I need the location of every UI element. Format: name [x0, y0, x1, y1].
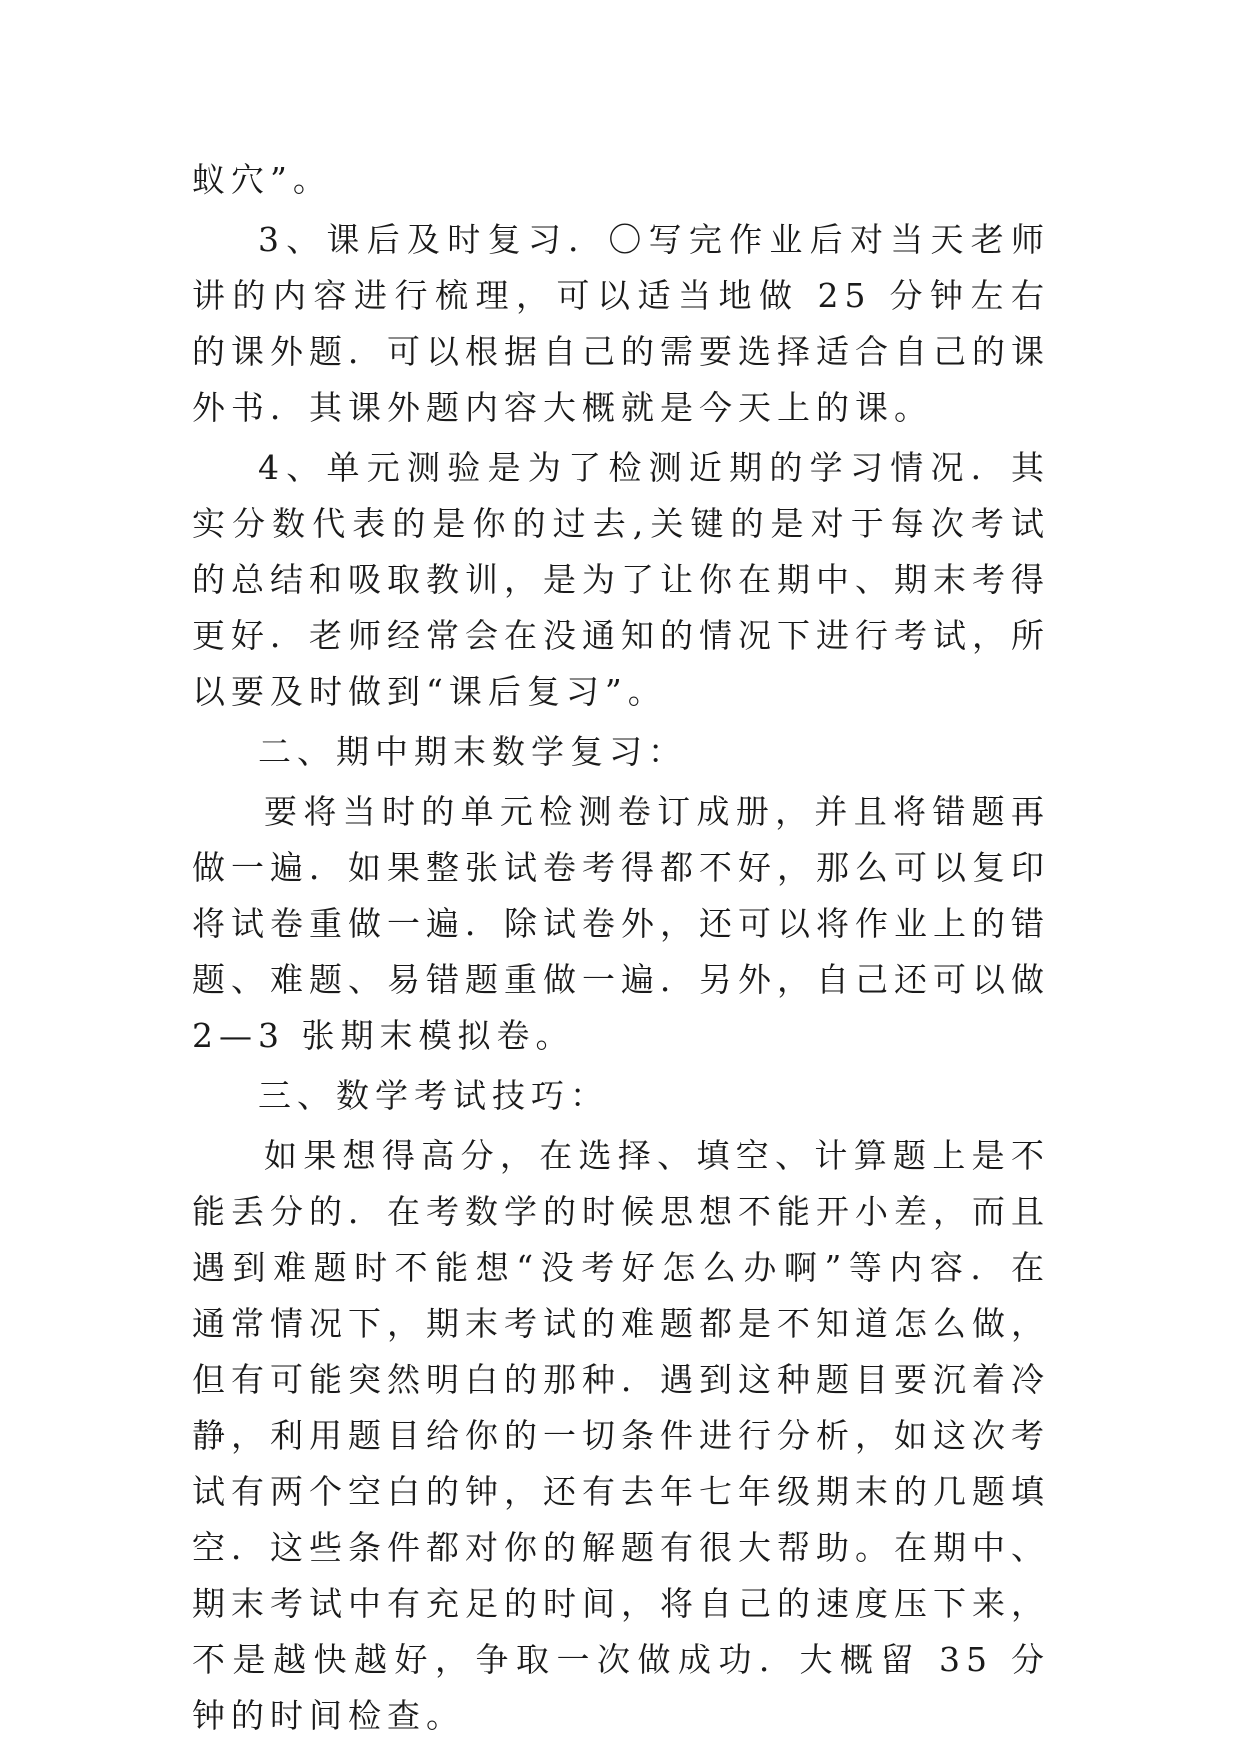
section-heading-exam-tips: 三、数学考试技巧：: [258, 1076, 609, 1115]
paragraph-review-after-class: 3、课后及时复习．〇写完作业后对当天老师讲的内容进行梳理，可以适当地做 25 分钟左右的课外题．可以根据自己的需要选择适合自己的课外书．其课外题内容大概就是今天上的课。: [192, 220, 1050, 427]
paragraph-unit-test: 4、单元测验是为了检测近期的学习情况．其实分数代表的是你的过去,关键的是对于每次考试的总结和吸取教训，是为了让你在期中、期末考得更好．老师经常会在没通知的情况下进行考试，所以要及时做到“课后复习”。: [192, 448, 1050, 711]
section-heading-midterm-final-review: 二、期中期末数学复习：: [258, 732, 687, 771]
paragraph-exam-tips: 如果想得高分，在选择、填空、计算题上是不能丢分的．在考数学的时候思想不能开小差，而且遇到难题时不能想“没考好怎么办啊”等内容．在通常情况下，期末考试的难题都是不知道怎么做，但有可能突然明白的那种．遇到这种题目要沉着冷静，利用题目给你的一切条件进行分析，如这次考试有两个空白的钟，还有去年七年级期末的几题填空．这些条件都对你的解题有很大帮助。在期中、期末考试中有充足的时间，将自己的速度压下来，不是越快越好，争取一次做成功．大概留 35 分钟的时间检查。: [192, 1136, 1050, 1735]
paragraph-midterm-final-review: 要将当时的单元检测卷订成册，并且将错题再做一遍．如果整张试卷考得都不好，那么可以复印将试卷重做一遍．除试卷外，还可以将作业上的错题、难题、易错题重做一遍．另外，自己还可以做 2—3 张期末模拟卷。: [192, 792, 1050, 1055]
document-page: [192, 152, 1050, 1744]
paragraph-continuation: 蚁穴”。: [192, 160, 332, 199]
